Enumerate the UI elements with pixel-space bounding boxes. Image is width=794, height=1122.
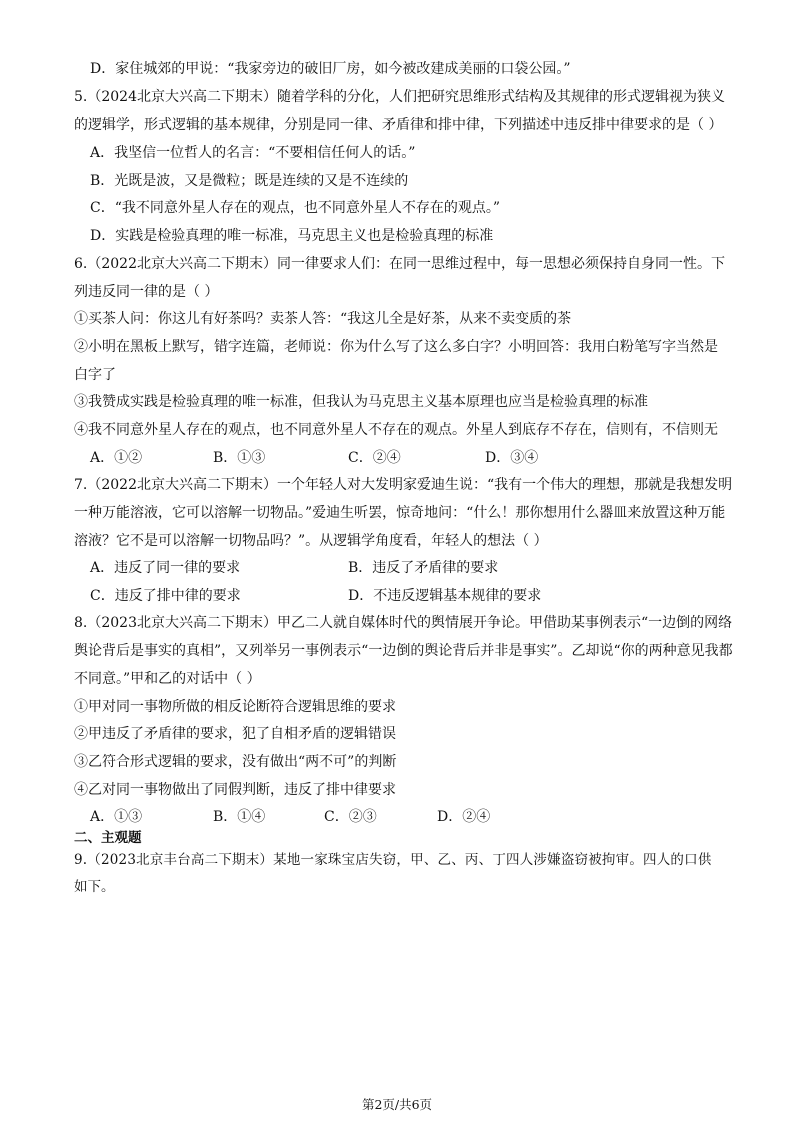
- q6-item-2-cont: 白字了: [74, 367, 116, 383]
- q6-choice-c: C．②④: [348, 450, 401, 466]
- q6-choice-a: A．①②: [90, 450, 143, 466]
- q6-stem: 列违反同一律的是（ ）: [74, 284, 219, 300]
- q7-option-d: D．不违反逻辑基本规律的要求: [348, 588, 542, 604]
- q8-choice-a: A．①③: [90, 809, 143, 825]
- q9-stem: 如下。: [74, 879, 115, 895]
- q9-stem: 9.（2023北京丰台高二下期末）某地一家珠宝店失窃，甲、乙、丙、丁四人涉嫌盗窃被拘审。四人的口供: [74, 852, 712, 868]
- q7-option-a: A．违反了同一律的要求: [90, 560, 241, 576]
- page-number: 第2页/共6页: [361, 1097, 433, 1112]
- q8-item-3: ③乙符合形式逻辑的要求，没有做出“两不可”的判断: [74, 754, 397, 770]
- q6-item-3: ③我赞成实践是检验真理的唯一标准，但我认为马克思主义基本原理也应当是检验真理的标准: [74, 394, 648, 410]
- q5-option-c: C．“我不同意外星人存在的观点，也不同意外星人不存在的观点。”: [90, 200, 501, 216]
- q8-item-2: ②甲违反了矛盾律的要求，犯了自相矛盾的逻辑错误: [74, 726, 396, 742]
- q7-option-b: B．违反了矛盾律的要求: [348, 560, 499, 576]
- q8-stem: 8.（2023北京大兴高二下期末）甲乙二人就自媒体时代的舆情展开争论。甲借助某事例表示“一边倒的网络: [74, 615, 733, 631]
- q8-stem: 不同意。”甲和乙的对话中（ ）: [74, 671, 261, 687]
- section-heading: 二、主观题: [74, 830, 142, 846]
- q7-stem: 溶液？它不是可以溶解一切物品吗？”。从逻辑学角度看，年轻人的想法（ ）: [74, 533, 548, 549]
- q8-stem: 舆论背后是事实的真相”，又列举另一事例表示“一边倒的舆论背后并非是事实”。乙却说“你的两种意见我都: [74, 643, 733, 659]
- q8-choice-c: C．②③: [324, 809, 377, 825]
- q6-item-2: ②小明在黑板上默写，错字连篇，老师说：你为什么写了这么多白字？小明回答：我用白粉笔写字当然是: [74, 339, 718, 355]
- q5-option-a: A．我坚信一位哲人的名言：“不要相信任何人的话。”: [90, 145, 416, 161]
- q7-stem: 一种万能溶液，它可以溶解一切物品。”爱迪生听罢，惊奇地问：“什么！那你想用什么器皿来放置这种万能: [74, 505, 726, 521]
- q6-stem: 6.（2022北京大兴高二下期末）同一律要求人们：在同一思维过程中，每一思想必须保持自身同一性。下: [74, 256, 725, 272]
- q6-item-1: ①买茶人问：你这儿有好茶吗？卖茶人答：“我这儿全是好茶，从来不卖变质的茶: [74, 311, 572, 327]
- q4-option-d: D．家住城郊的甲说：“我家旁边的破旧厂房，如今被改建成美丽的口袋公园。”: [90, 61, 571, 77]
- q6-choice-d: D．③④: [485, 450, 539, 466]
- q6-item-4: ④我不同意外星人存在的观点，也不同意外星人不存在的观点。外星人到底存不存在，信则有，不信则无: [74, 422, 718, 438]
- q5-stem: 的逻辑学，形式逻辑的基本规律，分别是同一律、矛盾律和排中律，下列描述中违反排中律要求的是（ ）: [74, 117, 723, 133]
- q8-item-1: ①甲对同一事物所做的相反论断符合逻辑思维的要求: [74, 699, 396, 715]
- q8-choice-b: B．①④: [213, 809, 266, 825]
- q8-choice-d: D．②④: [437, 809, 491, 825]
- q5-option-b: B．光既是波，又是微粒；既是连续的又是不连续的: [90, 173, 409, 189]
- q5-stem: 5.（2024北京大兴高二下期末）随着学科的分化，人们把研究思维形式结构及其规律的形式逻辑视为狭义: [74, 89, 725, 105]
- q7-stem: 7.（2022北京大兴高二下期末）一个年轻人对大发明家爱迪生说：“我有一个伟大的理想，那就是我想发明: [74, 477, 733, 493]
- q7-option-c: C．违反了排中律的要求: [90, 588, 241, 604]
- q5-option-d: D．实践是检验真理的唯一标准，马克思主义也是检验真理的标准: [90, 228, 494, 244]
- q6-choice-b: B．①③: [213, 450, 266, 466]
- q8-item-4: ④乙对同一事物做出了同假判断，违反了排中律要求: [74, 782, 396, 798]
